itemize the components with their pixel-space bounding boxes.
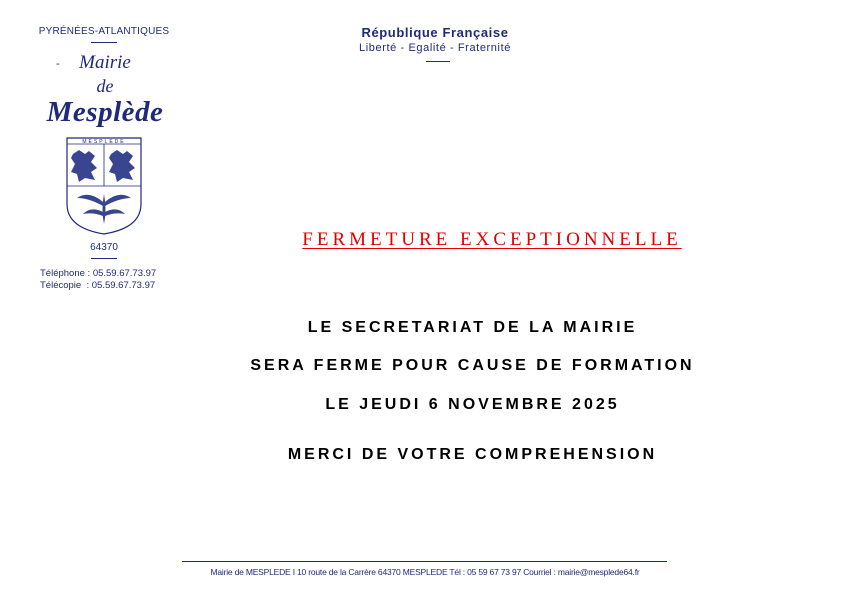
republic-header — [320, 25, 550, 54]
de-label: de — [96, 76, 114, 96]
mairie-label: Mairie — [79, 52, 131, 73]
divider — [91, 42, 117, 43]
republic-motto: Liberté - Egalité - Fraternité — [359, 42, 511, 54]
notice-line: LE JEUDI 6 NOVEMBRE 2025 — [325, 396, 620, 413]
decorative-dash: - — [56, 58, 60, 70]
notice-line: SERA FERME POUR CAUSE DE FORMATION — [250, 357, 695, 374]
coat-of-arms-icon — [65, 136, 143, 236]
footer-address: Mairie de MESPLEDE I 10 route de la Carrère 64370 MESPLEDE Tél : 05 59 67 73 97 Courriel : mairie@mesplede64.fr — [210, 567, 640, 577]
republic-title: République Française — [361, 25, 509, 40]
telecopie: Télécopie : 05.59.67.73.97 — [40, 280, 156, 291]
telephone: Téléphone : 05.59.67.73.97 — [40, 268, 157, 279]
notice-line: LE SECRETARIAT DE LA MAIRIE — [307, 319, 638, 336]
notice-line: MERCI DE VOTRE COMPREHENSION — [287, 446, 658, 463]
postcode: 64370 — [90, 242, 118, 253]
department-name: PYRÉNÉES-ATLANTIQUES — [38, 26, 170, 37]
notice-title: FERMETURE EXCEPTIONNELLE — [302, 229, 682, 250]
footer-rule — [182, 561, 667, 562]
divider — [426, 61, 450, 62]
crest-label: MESPLEDE — [82, 139, 126, 145]
divider — [91, 258, 117, 259]
contact-numbers — [40, 268, 156, 292]
commune-name: Mesplède — [46, 96, 164, 128]
